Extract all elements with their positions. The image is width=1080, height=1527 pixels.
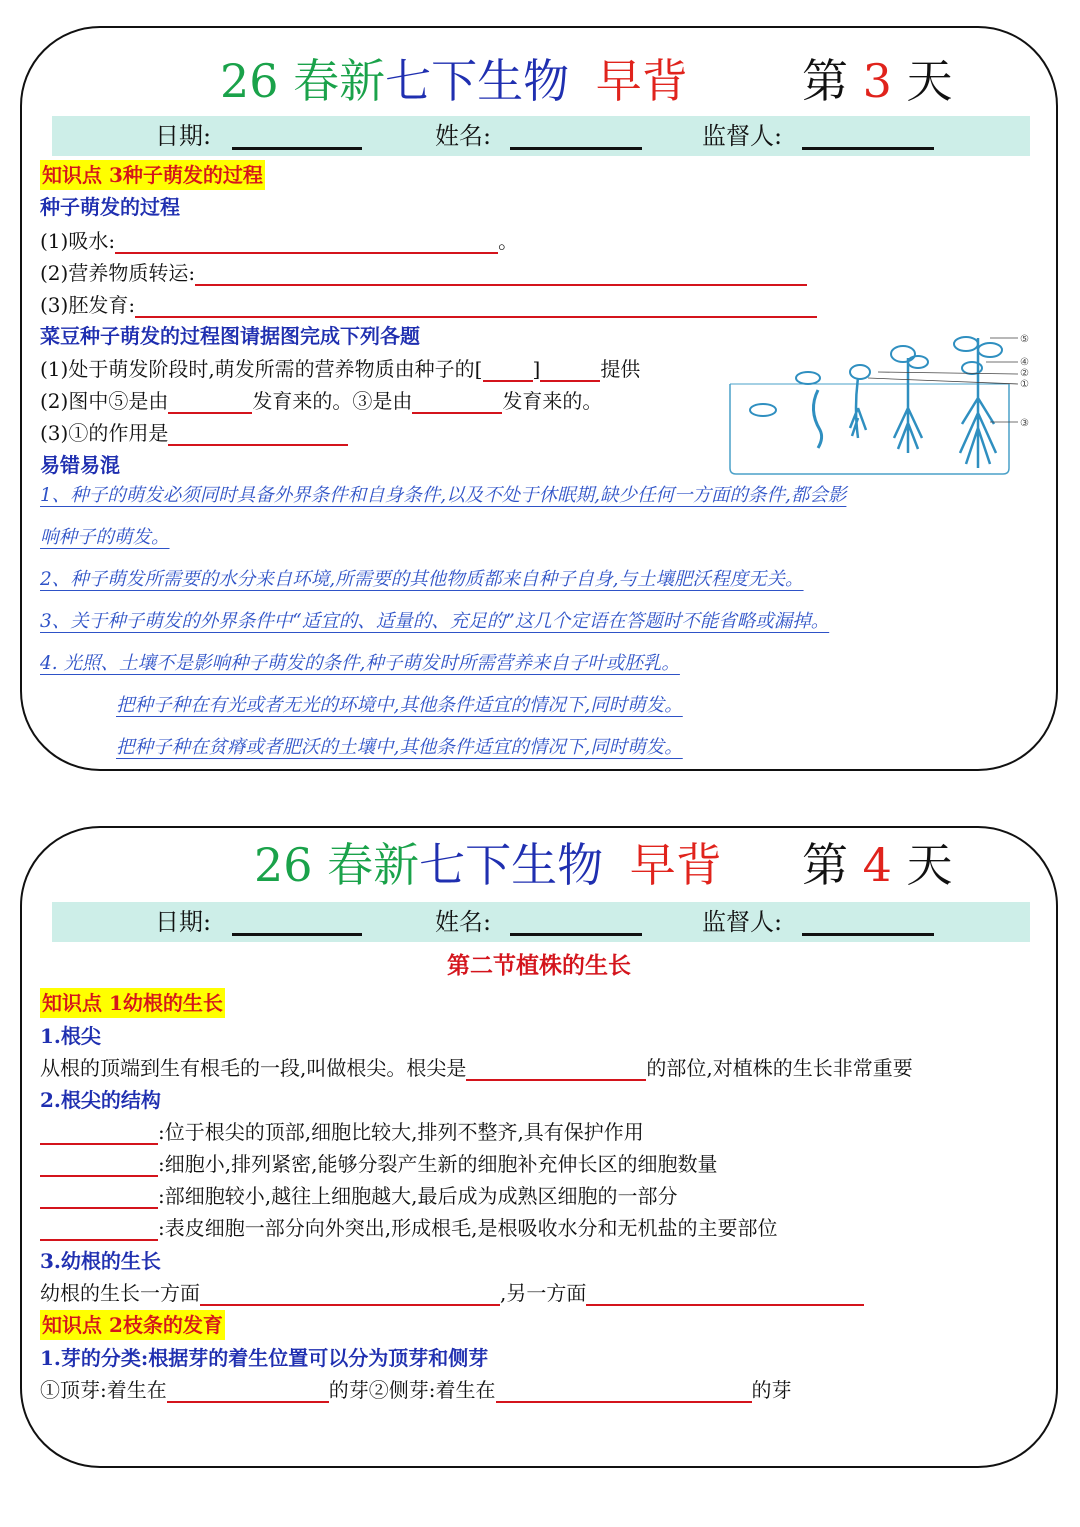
answer-blank[interactable] xyxy=(135,290,817,318)
supervisor-label: 监督人: xyxy=(702,122,783,150)
knowledge-point-label: 知识点 3种子萌发的过程 xyxy=(40,160,265,190)
note-1-cont: 响种子的萌发。 xyxy=(40,527,170,548)
subheading-bean: 菜豆种子萌发的过程图请据图完成下列各题 xyxy=(40,324,420,348)
knowledge-point-2: 知识点 2枝条的发育 xyxy=(40,1310,225,1340)
structure-elongation: :部细胞较小,越往上细胞越大,最后成为成熟区细胞的一部分 xyxy=(40,1181,677,1211)
answer-blank[interactable] xyxy=(195,258,807,286)
day3-card xyxy=(20,26,1058,771)
answer-blank[interactable] xyxy=(167,1375,329,1403)
answer-blank[interactable] xyxy=(40,1181,158,1209)
title-red: 早背 xyxy=(629,838,722,892)
label-2: ② xyxy=(1020,368,1029,379)
info-bar xyxy=(52,902,1030,942)
sprout-stage3-icon xyxy=(850,378,866,438)
title-green: 春新 xyxy=(293,54,386,108)
answer-blank[interactable] xyxy=(466,1053,646,1081)
heading-root-tip: 1.根尖 xyxy=(40,1024,101,1048)
day-suffix: 天 xyxy=(906,838,953,892)
day-prefix: 第 xyxy=(802,54,848,108)
answer-blank[interactable] xyxy=(496,1375,752,1403)
day3-title xyxy=(22,48,1056,114)
label-3: ③ xyxy=(1020,418,1029,429)
day-number: 3 xyxy=(862,54,892,108)
root-growth-line: 幼根的生长一方面 ,另一方面 xyxy=(40,1278,864,1308)
name-field[interactable] xyxy=(510,147,642,150)
note-2: 2、种子萌发所需要的水分来自环境,所需要的其他物质都来自种子自身,与土壤肥沃程度无关。 xyxy=(40,569,804,590)
label-5: ⑤ xyxy=(1020,334,1029,345)
date-field[interactable] xyxy=(232,147,362,150)
supervisor-field[interactable] xyxy=(802,147,934,150)
section-title: 第二节植株的生长 xyxy=(447,952,631,979)
name-label: 姓名: xyxy=(435,908,492,936)
heading-root-structure: 2.根尖的结构 xyxy=(40,1088,161,1112)
question-function: (3)①的作用是 xyxy=(40,418,348,448)
info-bar xyxy=(52,116,1030,156)
date-label: 日期: xyxy=(155,122,212,150)
knowledge-point-1: 知识点 1幼根的生长 xyxy=(40,988,225,1018)
question-embryo: (3)胚发育: xyxy=(40,290,817,320)
bud-types-line: ①顶芽:着生在 的芽②侧芽:着生在 的芽 xyxy=(40,1375,792,1405)
structure-meristem: :细胞小,排列紧密,能够分裂产生新的细胞补充伸长区的细胞数量 xyxy=(40,1149,717,1179)
title-blue: 七下生物 xyxy=(419,838,604,892)
answer-blank[interactable] xyxy=(200,1278,500,1306)
heading-root-growth: 3.幼根的生长 xyxy=(40,1249,161,1273)
answer-blank[interactable] xyxy=(540,354,600,382)
title-number: 26 xyxy=(220,54,279,108)
answer-blank[interactable] xyxy=(168,386,252,414)
question-absorb: (1)吸水: 。 xyxy=(40,226,518,256)
note-4-light: 把种子种在有光或者无光的环境中,其他条件适宜的情况下,同时萌发。 xyxy=(116,695,683,716)
germination-diagram xyxy=(728,328,1038,478)
supervisor-field[interactable] xyxy=(802,933,934,936)
day4-title xyxy=(22,832,1056,898)
day4-card xyxy=(20,826,1058,1468)
date-field[interactable] xyxy=(232,933,362,936)
day-prefix: 第 xyxy=(802,838,848,892)
question-nutrient: (1)处于萌发阶段时,萌发所需的营养物质由种子的[ ] 提供 xyxy=(40,354,640,384)
root-tip-definition: 从根的顶端到生有根毛的一段,叫做根尖。根尖是 的部位,对植株的生长非常重要 xyxy=(40,1053,913,1083)
answer-blank[interactable] xyxy=(115,226,498,254)
day-suffix: 天 xyxy=(906,54,953,108)
sprout-stage2-icon xyxy=(813,390,821,448)
answer-blank[interactable] xyxy=(40,1117,158,1145)
supervisor-label: 监督人: xyxy=(702,908,783,936)
answer-blank[interactable] xyxy=(586,1278,864,1306)
label-4: ④ xyxy=(1020,357,1029,368)
question-transport: (2)营养物质转运: xyxy=(40,258,807,288)
answer-blank[interactable] xyxy=(168,418,348,446)
answer-blank[interactable] xyxy=(40,1149,158,1177)
note-3: 3、关于种子萌发的外界条件中“适宜的、适量的、充足的”这几个定语在答题时不能省略或漏掉。 xyxy=(40,611,830,632)
day-number: 4 xyxy=(862,838,892,892)
note-1: 1、种子的萌发必须同时具备外界条件和自身条件,以及不处于休眠期,缺少任何一方面的条件,都会影 xyxy=(40,485,847,506)
subheading-germination: 种子萌发的过程 xyxy=(40,195,180,219)
seed-icon xyxy=(750,404,776,416)
question-origin: (2)图中⑤是由 发育来的。③是由 发育来的。 xyxy=(40,386,602,416)
answer-blank[interactable] xyxy=(412,386,502,414)
note-4-soil: 把种子种在贫瘠或者肥沃的土壤中,其他条件适宜的情况下,同时萌发。 xyxy=(116,737,683,758)
title-green: 春新 xyxy=(327,838,420,892)
answer-blank[interactable] xyxy=(40,1213,158,1241)
answer-blank[interactable] xyxy=(483,354,533,382)
name-field[interactable] xyxy=(510,933,642,936)
title-blue: 七下生物 xyxy=(385,54,570,108)
structure-root-cap: :位于根尖的顶部,细胞比较大,排列不整齐,具有保护作用 xyxy=(40,1117,644,1147)
error-heading: 易错易混 xyxy=(40,453,120,477)
label-1: ① xyxy=(1020,379,1029,390)
structure-maturation: :表皮细胞一部分向外突出,形成根毛,是根吸收水分和无机盐的主要部位 xyxy=(40,1213,777,1243)
name-label: 姓名: xyxy=(435,122,492,150)
date-label: 日期: xyxy=(155,908,212,936)
note-4: 4. 光照、土壤不是影响种子萌发的条件,种子萌发时所需营养来自子叶或胚乳。 xyxy=(40,653,680,674)
title-red: 早背 xyxy=(595,54,688,108)
title-number: 26 xyxy=(254,838,313,892)
bud-classification: 1.芽的分类:根据芽的着生位置可以分为顶芽和侧芽 xyxy=(40,1346,489,1370)
